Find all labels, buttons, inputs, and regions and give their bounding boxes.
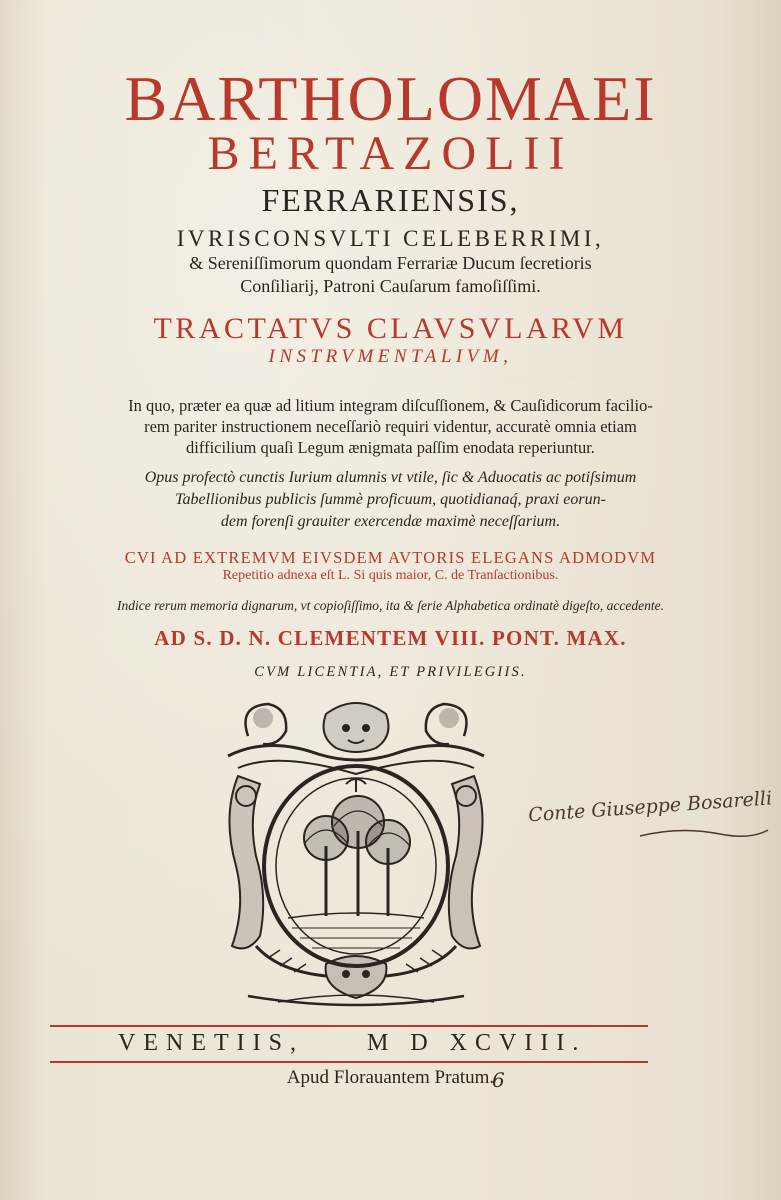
- signature-flourish-icon: [640, 822, 770, 842]
- handwritten-signature: Conte Giuseppe Bosarelli: [527, 787, 773, 827]
- printers-mark-woodcut-icon: [208, 696, 504, 1014]
- author-name-line2: BERTAZOLII: [207, 127, 574, 180]
- work-title-line1: TRACTATVS CLAVSVLARVM: [153, 312, 628, 345]
- summary-line: In quo, præter ea quæ ad litium integram diſcuſſionem, & Cauſidicorum facilio-: [128, 396, 653, 415]
- author-descriptor-line2: Conſiliarij, Patroni Cauſarum famoſiſſimi.: [240, 276, 541, 296]
- summary-line: difficilium quaſi Legum ænigmata paſſim enodata reperiuntur.: [186, 438, 595, 457]
- commendation-line: Tabellionibus publicis ſummè proficuum, quotidianaq́, praxi eorun-: [175, 491, 606, 508]
- author-descriptor-line1: & Sereniſſimorum quondam Ferrariæ Ducum ſecretioris: [189, 253, 592, 273]
- work-title-line2: INSTRVMENTALIVM,: [268, 346, 513, 367]
- dedication: AD S. D. N. CLEMENTEM VIII. PONT. MAX.: [154, 626, 627, 650]
- author-name-line1: BARTHOLOMAEI: [124, 63, 657, 134]
- commendation-line: dem forenſi grauiter exercendæ maximè neceſſarium.: [220, 513, 561, 530]
- show-through-text: · · · · · · · · · · · · · · · · · ·: [470, 372, 583, 384]
- summary-line: rem pariter instructionem neceſſariò requiri videntur, accuratè omnia etiam: [144, 417, 637, 436]
- privilege-line: CVM LICENTIA, ET PRIVILEGIIS.: [254, 664, 527, 680]
- summary-paragraph: [0, 395, 781, 458]
- imprint-printer: Apud Florauantem Pratum.: [286, 1067, 495, 1088]
- commendation-line: Opus profectò cunctis Iurium alumnis vt vtile, ſic & Aduocatis ac potiſsimum: [144, 469, 637, 486]
- author-origin: FERRARIENSIS,: [261, 182, 520, 218]
- appendix-caps: CVI AD EXTREMVM EIVSDEM AVTORIS ELEGANS ADMODVM: [124, 548, 657, 567]
- imprint-rule-top: [50, 1025, 648, 1027]
- imprint-rule-bottom: [50, 1061, 648, 1063]
- appendix-note: Repetitio adnexa eſt L. Si quis maior, C. de Tranſactionibus.: [222, 568, 559, 583]
- commendation-paragraph: [0, 467, 781, 533]
- imprint-city: VENETIIS,: [118, 1030, 304, 1056]
- handwritten-annotation: 6: [492, 1068, 505, 1092]
- imprint-year: M D XCVIII.: [367, 1030, 587, 1056]
- index-note: Indice rerum memoria dignarum, vt copioſiſſimo, ita & ſerie Alphabetica ordinatè digeſto, accedente.: [117, 598, 664, 613]
- author-descriptor-caps: IVRISCONSVLTI CELEBERRIMI,: [176, 226, 605, 251]
